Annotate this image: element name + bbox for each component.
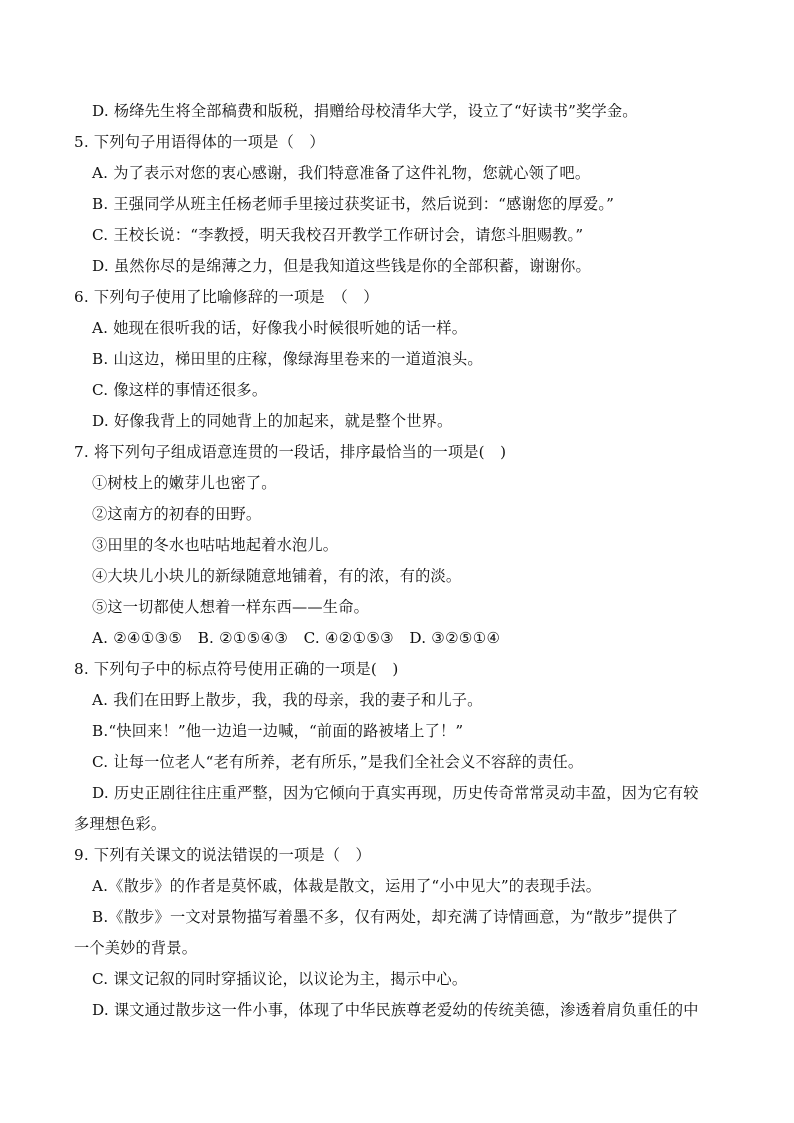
- q4-option-d: D. 杨绛先生将全部稿费和版税，捐赠给母校清华大学，设立了“好读书”奖学金。: [92, 102, 638, 120]
- q8-option-b: B.“快回来！”他一边追一边喊，“前面的路被堵上了！”: [92, 722, 464, 740]
- q6-option-d: D. 好像我背上的同她背上的加起来，就是整个世界。: [92, 412, 453, 430]
- q9-option-b-cont: 一个美妙的背景。: [74, 939, 198, 957]
- q7-sentence-1: ①树枝上的嫩芽儿也密了。: [92, 474, 277, 492]
- question-7: 7. 将下列句子组成语意连贯的一段话，排序最恰当的一项是( ): [74, 443, 507, 461]
- question-8: 8. 下列句子中的标点符号使用正确的一项是( ): [74, 660, 399, 678]
- question-6: 6. 下列句子使用了比喻修辞的一项是 （ ）: [74, 288, 379, 306]
- q7-sentence-5: ⑤这一切都使人想着一样东西——生命。: [92, 598, 369, 616]
- q5-option-d: D. 虽然你尽的是绵薄之力，但是我知道这些钱是你的全部积蓄，谢谢你。: [92, 257, 591, 275]
- question-5: 5. 下列句子用语得体的一项是（ ）: [74, 133, 325, 151]
- q8-option-d-cont: 多理想色彩。: [74, 815, 167, 833]
- q7-options: A. ②④①③⑤ B. ②①⑤④③ C. ④②①⑤③ D. ③②⑤①④: [92, 629, 501, 647]
- q7-sentence-2: ②这南方的初春的田野。: [92, 505, 262, 523]
- q9-option-a: A.《散步》的作者是莫怀戚，体裁是散文，运用了“小中见大”的表现手法。: [92, 877, 602, 895]
- q6-option-b: B. 山这边，梯田里的庄稼，像绿海里卷来的一道道浪头。: [92, 350, 483, 368]
- q6-option-a: A. 她现在很听我的话，好像我小时候很听她的话一样。: [92, 319, 468, 337]
- q5-option-c: C. 王校长说：“李教授，明天我校召开教学工作研讨会，请您斗胆赐教。”: [92, 226, 584, 244]
- q5-option-b: B. 王强同学从班主任杨老师手里接过获奖证书，然后说到：“感谢您的厚爱。”: [92, 195, 615, 213]
- q9-option-b: B.《散步》一文对景物描写着墨不多，仅有两处，却充满了诗情画意，为“散步”提供了: [92, 908, 679, 926]
- q8-option-c: C. 让每一位老人“老有所养，老有所乐，”是我们全社会义不容辞的责任。: [92, 753, 584, 771]
- q6-option-c: C. 像这样的事情还很多。: [92, 381, 268, 399]
- q5-option-a: A. 为了表示对您的衷心感谢，我们特意准备了这件礼物，您就心领了吧。: [92, 164, 591, 182]
- q8-option-a: A. 我们在田野上散步，我，我的母亲，我的妻子和儿子。: [92, 691, 483, 709]
- q9-option-c: C. 课文记叙的同时穿插议论，以议论为主，揭示中心。: [92, 970, 468, 988]
- q8-option-d: D. 历史正剧往往庄重严整，因为它倾向于真实再现，历史传奇常常灵动丰盈，因为它有较: [92, 784, 699, 802]
- question-9: 9. 下列有关课文的说法错误的一项是（ ）: [74, 846, 371, 864]
- q7-sentence-3: ③田里的冬水也咕咕地起着水泡儿。: [92, 536, 339, 554]
- q9-option-d: D. 课文通过散步这一件小事，体现了中华民族尊老爱幼的传统美德，渗透着肩负重任的中: [92, 1001, 699, 1019]
- q7-sentence-4: ④大块儿小块儿的新绿随意地铺着，有的浓，有的淡。: [92, 567, 462, 585]
